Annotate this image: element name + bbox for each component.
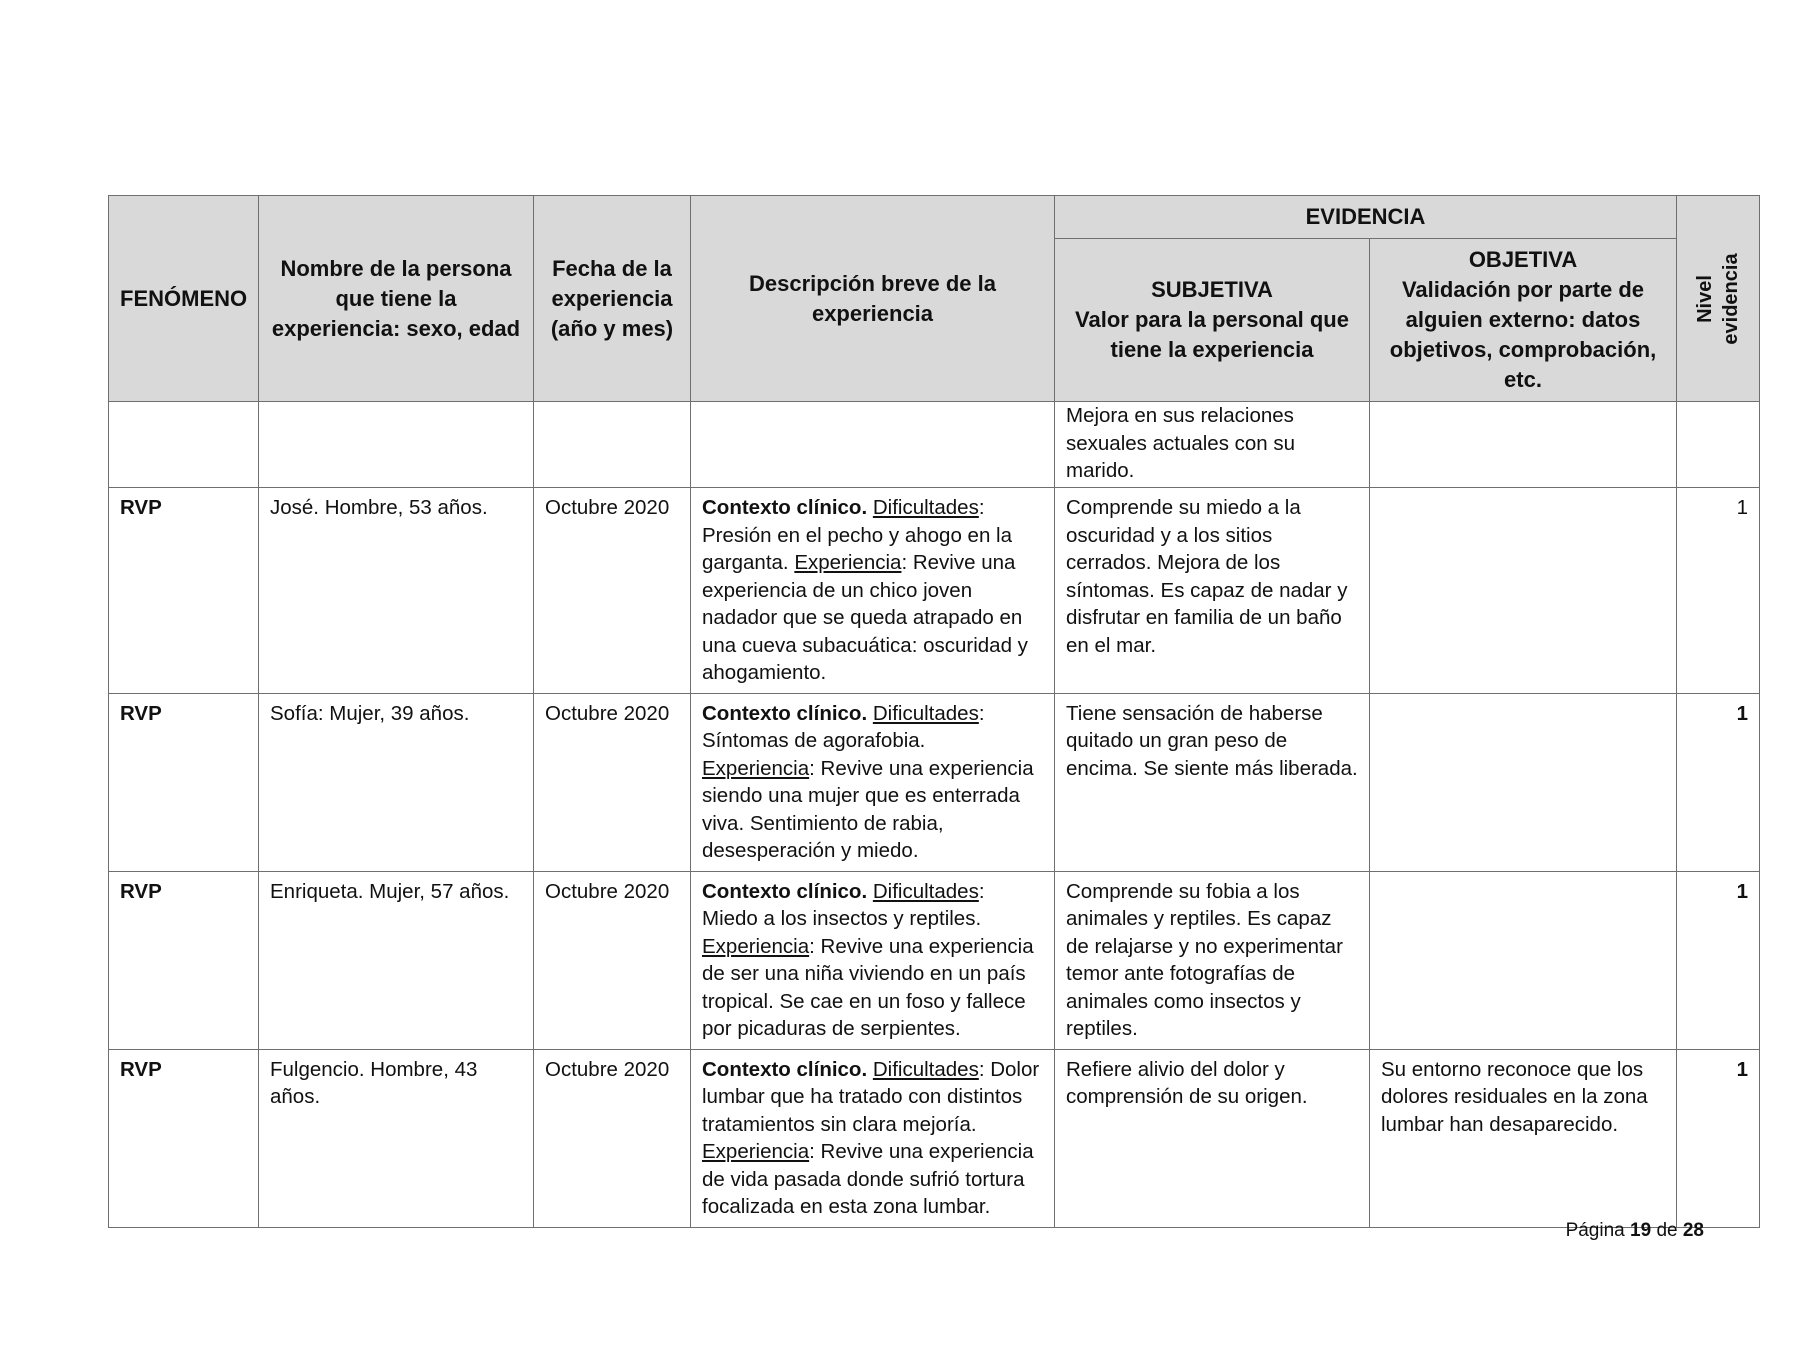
header-nombre: Nombre de la persona que tiene la experiencia: sexo, edad — [259, 196, 534, 402]
header-objetiva-title: OBJETIVA — [1468, 247, 1578, 272]
dificultades-label: Dificultades — [872, 496, 979, 519]
experiencia-text: : Revive una experiencia de ser una niña viviendo en un país tropical. Se cae en un foso y fallece por picaduras de serpientes. — [702, 934, 1034, 1040]
dificultades-text: : Síntomas de agorafobia. — [702, 701, 985, 752]
dificultades-label: Dificultades — [872, 701, 979, 725]
cell-fecha: Octubre 2020 — [534, 693, 691, 871]
header-fenomeno: FENÓMENO — [109, 196, 259, 402]
dificultades-label: Dificultades — [872, 1057, 979, 1081]
header-subjetiva-title: SUBJETIVA — [1151, 277, 1273, 302]
experiencia-label: Experiencia — [794, 551, 902, 574]
cell-subjetiva: Tiene sensación de haberse quitado un gran peso de encima. Se siente más liberada. — [1055, 693, 1370, 871]
cell-empty — [109, 402, 259, 488]
cell-empty — [534, 402, 691, 488]
dificultades-label: Dificultades — [872, 879, 979, 903]
cell-nivel: 1 — [1677, 488, 1760, 694]
cell-nombre: José. Hombre, 53 años. — [259, 488, 534, 694]
cell-empty — [691, 402, 1055, 488]
page-current: 19 — [1630, 1220, 1652, 1241]
header-evidencia: EVIDENCIA — [1055, 196, 1677, 239]
table-row-continuation — [109, 402, 1760, 488]
cell-objetiva: Su entorno reconoce que los dolores residuales en la zona lumbar han desaparecido. — [1370, 1049, 1677, 1227]
cell-objetiva — [1370, 402, 1677, 488]
cell-nombre: Fulgencio. Hombre, 43 años. — [259, 1049, 534, 1227]
cell-descripcion — [691, 871, 1055, 1049]
experiencia-label: Experiencia — [702, 756, 810, 780]
table-row — [109, 1049, 1760, 1227]
cell-fenomeno: RVP — [109, 488, 259, 694]
dificultades-text: : Dolor lumbar que ha tratado con distintos tratamientos sin clara mejoría. — [702, 1057, 1040, 1136]
experiencia-text: : Revive una experiencia siendo una mujer que es enterrada viva. Sentimiento de rabia, desesperación y miedo. — [702, 756, 1034, 862]
cell-fecha: Octubre 2020 — [534, 871, 691, 1049]
header-fecha: Fecha de la experiencia (año y mes) — [534, 196, 691, 402]
cell-subjetiva: Mejora en sus relaciones sexuales actuales con su marido. — [1055, 402, 1370, 488]
cell-fecha: Octubre 2020 — [534, 488, 691, 694]
cell-objetiva — [1370, 871, 1677, 1049]
header-objetiva-desc: Validación por parte de alguien externo: datos objetivos, comprobación, etc. — [1389, 277, 1657, 392]
cell-fenomeno: RVP — [109, 871, 259, 1049]
contexto-label: Contexto clínico. — [702, 496, 868, 519]
cell-nivel: 1 — [1677, 1049, 1760, 1227]
cell-descripcion — [691, 693, 1055, 871]
page-total: 28 — [1682, 1220, 1704, 1241]
experiencia-label: Experiencia — [702, 934, 810, 958]
cell-nombre: Enriqueta. Mujer, 57 años. — [259, 871, 534, 1049]
cell-fecha: Octubre 2020 — [534, 1049, 691, 1227]
cell-nombre: Sofía: Mujer, 39 años. — [259, 693, 534, 871]
table-row — [109, 693, 1760, 871]
header-subjetiva — [1055, 239, 1370, 402]
cell-nivel: 1 — [1677, 871, 1760, 1049]
page-of-label: de — [1656, 1220, 1678, 1241]
cell-nivel — [1677, 402, 1760, 488]
cell-nivel: 1 — [1677, 693, 1760, 871]
contexto-label: Contexto clínico. — [702, 701, 868, 725]
header-nivel-line1: Nivel — [1694, 274, 1717, 323]
cell-subjetiva: Refiere alivio del dolor y comprensión de su origen. — [1055, 1049, 1370, 1227]
page-number — [1566, 1220, 1704, 1242]
cell-descripcion — [691, 488, 1055, 694]
experiencia-text: : Revive una experiencia de vida pasada donde sufrió tortura focalizada en esta zona lumbar. — [702, 1140, 1034, 1218]
table-row — [109, 871, 1760, 1049]
cell-fenomeno: RVP — [109, 693, 259, 871]
cell-empty — [259, 402, 534, 488]
dificultades-text: : Miedo a los insectos y reptiles. — [702, 879, 985, 930]
contexto-label: Contexto clínico. — [702, 879, 868, 903]
header-nivel-line2: evidencia — [1720, 252, 1743, 345]
experiencia-text: : Revive una experiencia de un chico joven nadador que se queda atrapado en una cueva subacuática: oscuridad y ahogamiento. — [702, 551, 1028, 684]
header-nivel-evidencia — [1677, 196, 1760, 402]
experiencia-label: Experiencia — [702, 1140, 810, 1163]
cell-subjetiva: Comprende su fobia a los animales y reptiles. Es capaz de relajarse y no experimentar temor ante fotografías de animales como insectos y reptiles. — [1055, 871, 1370, 1049]
header-descripcion: Descripción breve de la experiencia — [691, 196, 1055, 402]
header-subjetiva-desc: Valor para la personal que tiene la experiencia — [1075, 307, 1349, 362]
cell-subjetiva: Comprende su miedo a la oscuridad y a los sitios cerrados. Mejora de los síntomas. Es capaz de nadar y disfrutar en familia de un baño en el mar. — [1055, 488, 1370, 694]
cell-descripcion — [691, 1049, 1055, 1227]
page-label: Página — [1565, 1220, 1625, 1241]
dificultades-text: : Presión en el pecho y ahogo en la garganta. — [702, 496, 1013, 574]
contexto-label: Contexto clínico. — [702, 1057, 868, 1081]
cell-objetiva — [1370, 693, 1677, 871]
table-row — [109, 488, 1760, 694]
header-objetiva — [1370, 239, 1677, 402]
cell-objetiva — [1370, 488, 1677, 694]
cell-fenomeno: RVP — [109, 1049, 259, 1227]
evidence-table — [108, 195, 1760, 1228]
